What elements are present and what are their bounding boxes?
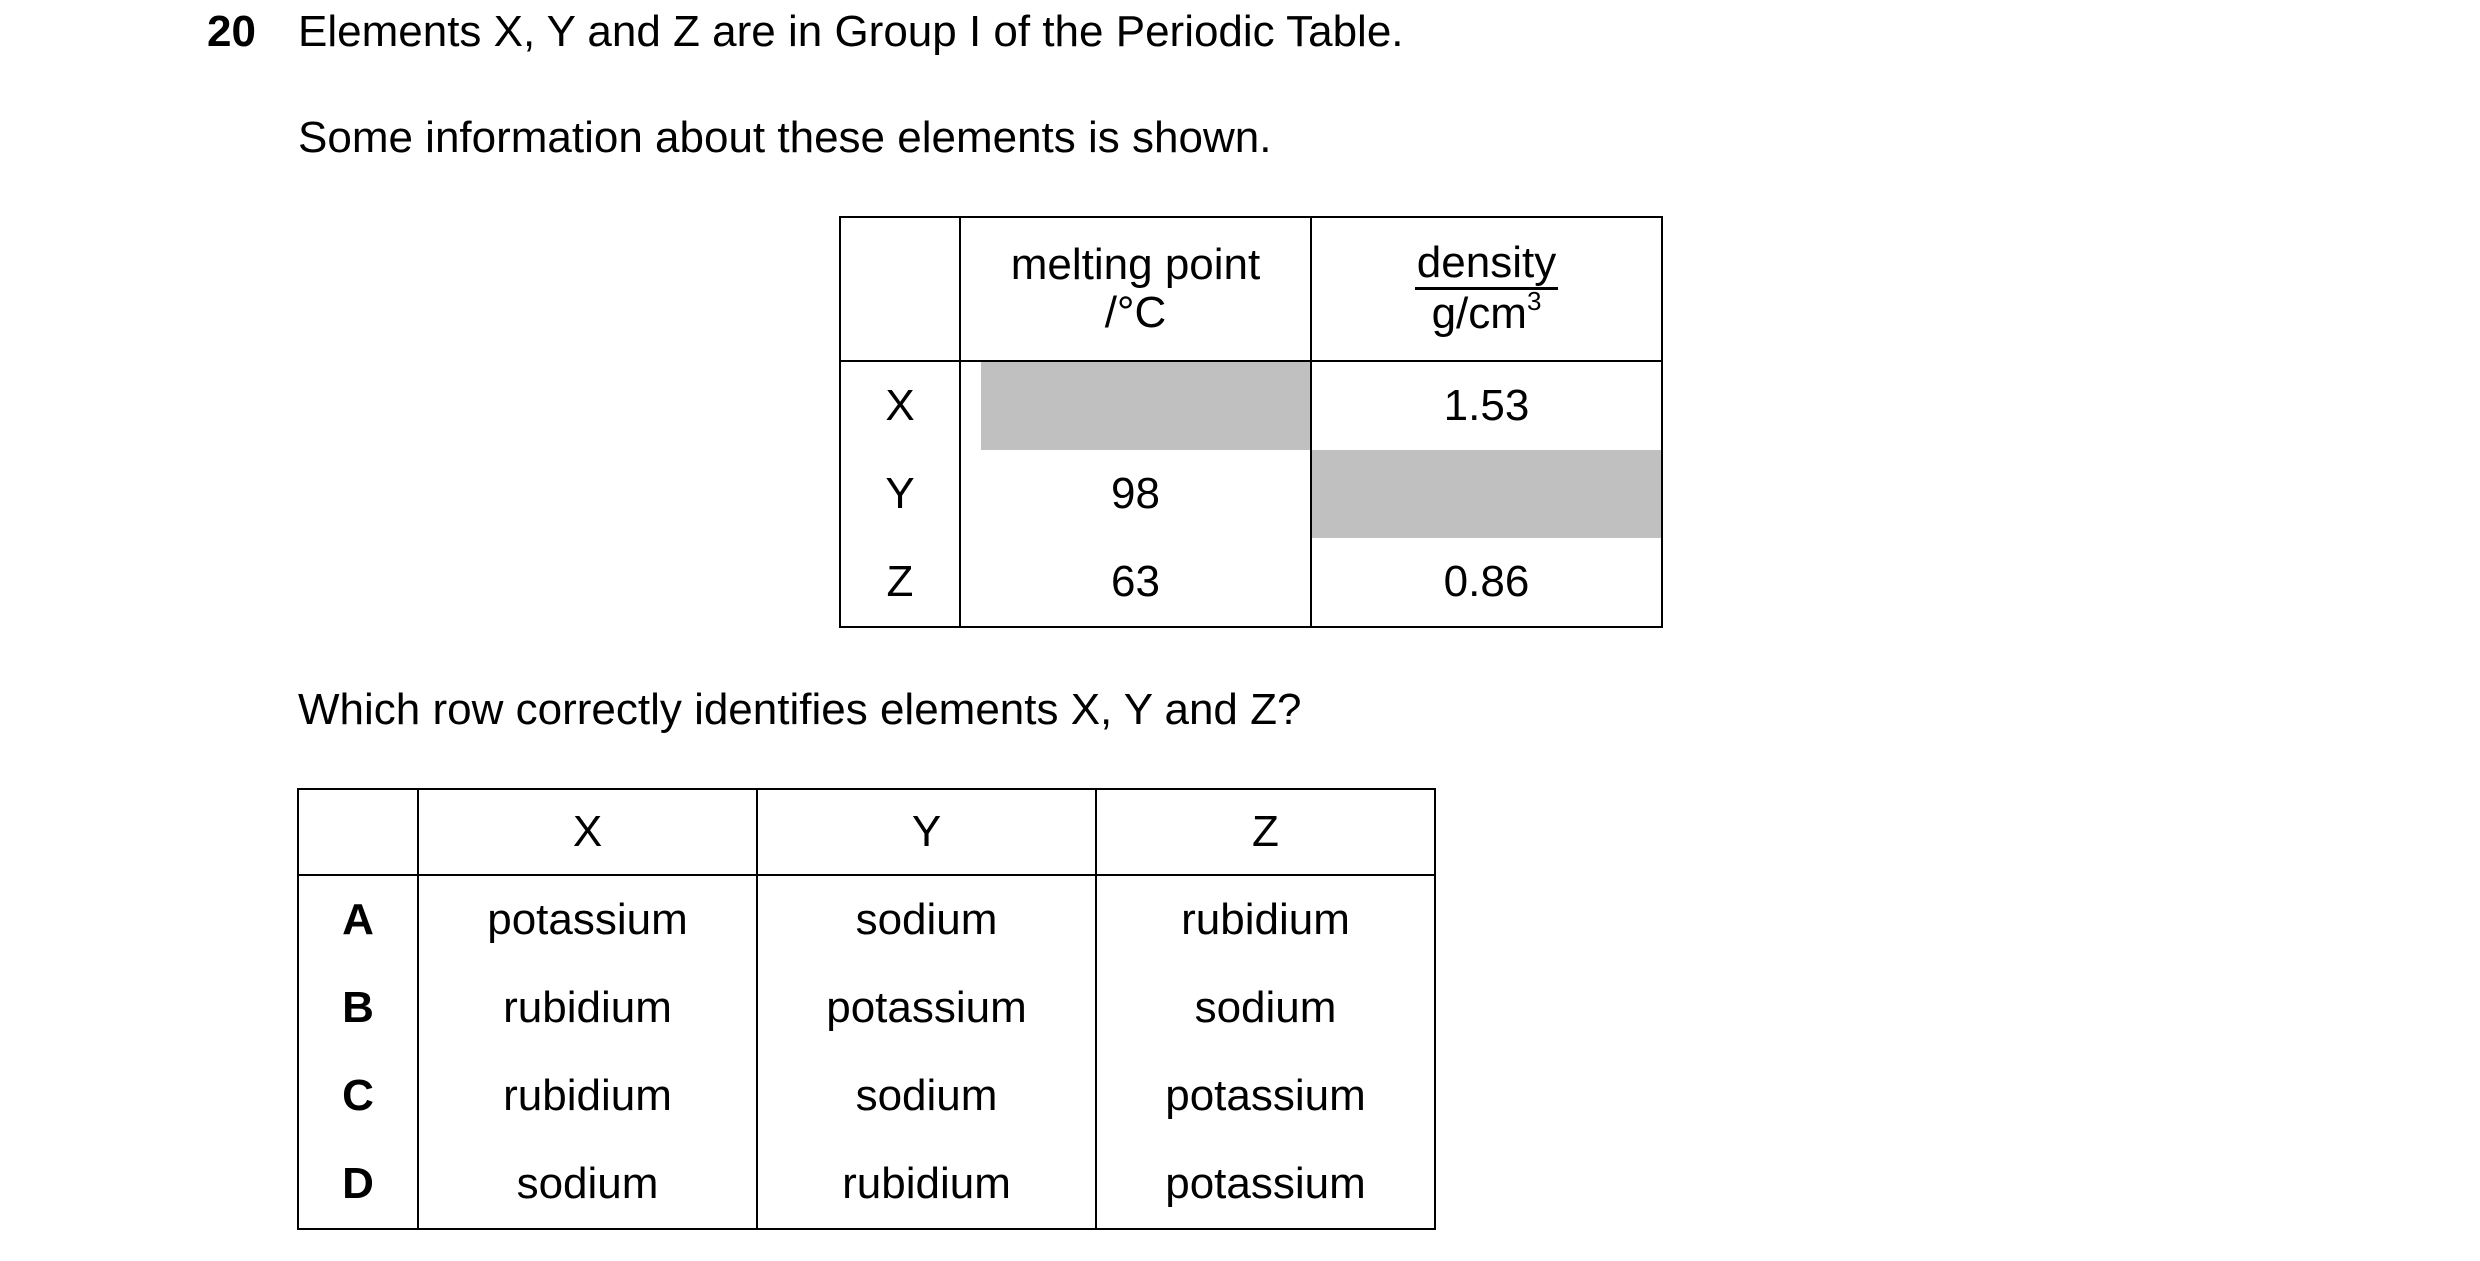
option-letter: B [298, 964, 418, 1052]
option-y-cell: sodium [757, 1052, 1096, 1140]
question-prompt: Which row correctly identifies elements X, Y and Z? [298, 685, 1302, 734]
density-header-label: density [1415, 241, 1558, 290]
info-table-corner-cell [840, 217, 960, 361]
density-cell: 1.53 [1311, 361, 1662, 450]
options-header-x: X [418, 789, 757, 875]
info-row-x [840, 361, 1662, 450]
option-letter: D [298, 1140, 418, 1229]
options-header-row [298, 789, 1435, 875]
option-z-cell: potassium [1096, 1140, 1435, 1229]
melting-point-cell: 63 [960, 538, 1311, 627]
info-row-z [840, 538, 1662, 627]
option-z-cell: potassium [1096, 1052, 1435, 1140]
option-y-cell: potassium [757, 964, 1096, 1052]
option-z-cell: sodium [1096, 964, 1435, 1052]
density-cell-shaded [1311, 450, 1662, 538]
density-cell: 0.86 [1311, 538, 1662, 627]
melting-point-cell: 98 [960, 450, 1311, 538]
options-corner-cell [298, 789, 418, 875]
option-y-cell: sodium [757, 875, 1096, 964]
melting-point-header-label: melting point [1010, 240, 1261, 289]
answer-options-table [297, 788, 1436, 1230]
option-row-c[interactable] [298, 1052, 1435, 1140]
option-x-cell: rubidium [418, 964, 757, 1052]
option-letter: A [298, 875, 418, 964]
options-header-z: Z [1096, 789, 1435, 875]
density-unit-exponent: 3 [1526, 285, 1542, 316]
option-letter: C [298, 1052, 418, 1140]
option-z-cell: rubidium [1096, 875, 1435, 964]
info-row-label: X [840, 361, 960, 450]
question-stem-info: Some information about these elements is shown. [298, 113, 1272, 162]
info-row-y [840, 450, 1662, 538]
info-row-label: Y [840, 450, 960, 538]
options-header-y: Y [757, 789, 1096, 875]
option-x-cell: potassium [418, 875, 757, 964]
question-stem: Elements X, Y and Z are in Group I of the Periodic Table. [298, 7, 1404, 56]
shaded-fill [1312, 450, 1661, 538]
option-row-b[interactable] [298, 964, 1435, 1052]
option-x-cell: sodium [418, 1140, 757, 1229]
info-table-header-row [840, 217, 1662, 361]
melting-point-header-unit: /°C [1104, 288, 1167, 337]
melting-point-cell-shaded [960, 361, 1311, 450]
shaded-fill [981, 362, 1310, 450]
info-row-label: Z [840, 538, 960, 627]
melting-point-header [960, 217, 1311, 361]
option-row-d[interactable] [298, 1140, 1435, 1229]
question-number: 20 [207, 7, 256, 56]
option-x-cell: rubidium [418, 1052, 757, 1140]
density-header [1311, 217, 1662, 361]
density-header-unit: $g/cm^3$ [1431, 285, 1542, 338]
density-unit-fraction [1415, 237, 1558, 338]
option-row-a[interactable] [298, 875, 1435, 964]
element-info-table [839, 216, 1663, 628]
option-y-cell: rubidium [757, 1140, 1096, 1229]
